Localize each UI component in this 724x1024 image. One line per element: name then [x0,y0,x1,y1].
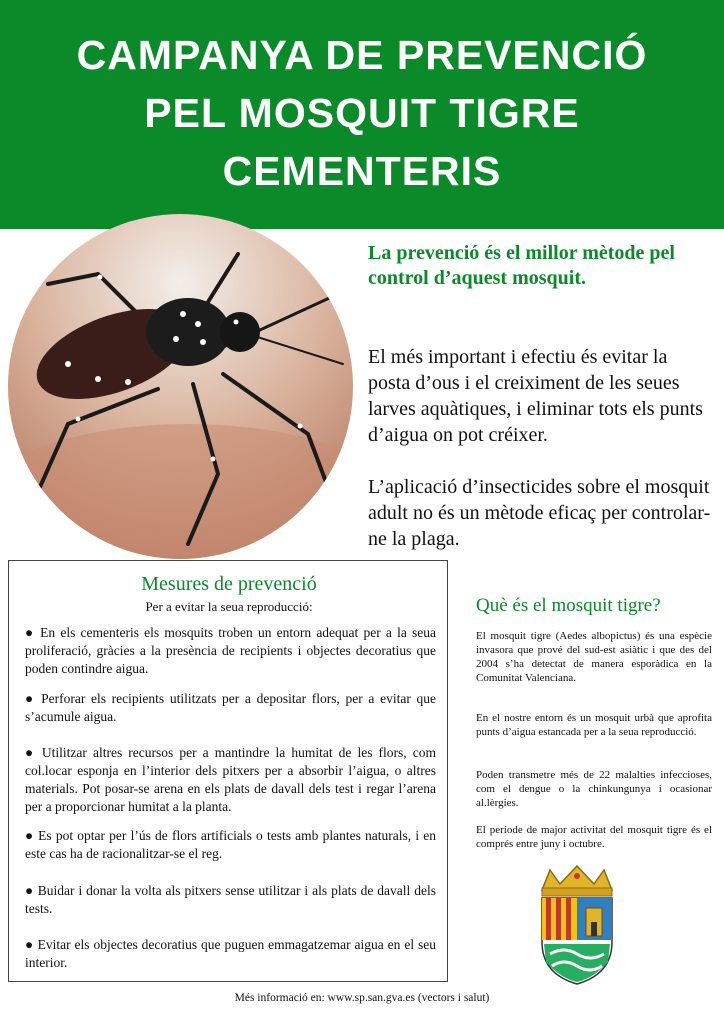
mosquito-illustration [8,214,353,559]
info-paragraph: El període de major activitat del mosquit tigre és el comprés entre juny i octubre. [476,824,712,850]
measure-item: ● Utilitzar altres recursos per a mantindre la humitat de les flors, com col.locar esponja en l’interior dels pitxers per a absorbir l’aigua, o altres materials. Pot posar-se arena en els plats de davall dels test i regar l’arena per a proporcionar humitat a la planta. [25,745,436,814]
mosquito-photo [8,214,353,559]
title-line-1: CAMPANYA DE PREVENCIÓ [76,32,648,78]
info-paragraph: El mosquit tigre (Aedes albopictus) és una espècie invasora que prové del sud-est asiàtic i que des del 2004 s’ha detectat de manera esporàdica en la Comunitat Valenciana. [476,630,712,684]
municipal-coat-of-arms [534,862,620,986]
footer-info: Més informació en: www.sp.san.gva.es (vectors i salut) [234,992,490,1004]
coat-of-arms-icon [534,862,620,986]
title-line-2: PEL MOSQUIT TIGRE [144,90,580,136]
info-title: Què és el mosquit tigre? [476,595,661,616]
measure-item: ● Es pot optar per l’ús de flors artificials o tests amb plantes naturals, i en este cas ha de racionalitzar-se el reg. [25,828,436,861]
measures-title: Mesures de prevenció [141,573,317,595]
title-line-3: CEMENTERIS [222,148,502,194]
intro-paragraph-2: L’aplicació d’insecticides sobre el mosquit adult no és un mètode eficaç per controlar-ne la plaga. [368,476,711,550]
intro-lead: La prevenció és el millor mètode pel control d’aquest mosquit. [368,242,675,289]
measure-item: ● Evitar els objectes decoratius que puguen emmagatzemar aigua en el seu interior. [25,937,436,970]
info-paragraph: En el nostre entorn és un mosquit urbà que aprofita punts d’aigua estancada per a la seua reproducció. [476,712,712,738]
measure-item: ● Buidar i donar la volta als pitxers sense utilitzar i als plats de davall dels tests. [25,883,436,916]
measures-subtitle: Per a evitar la seua reproducció: [145,599,313,614]
prevention-measures-box [8,560,448,982]
measure-item: ● En els cementeris els mosquits troben un entorn adequat per a la seua proliferació, gràcies a la presència de recipients i objectes decoratius que poden contindre aigua. [25,625,436,676]
intro-paragraph-1: El més important i efectiu és evitar la posta d’ous i el creiximent de les seues larves aquàtiques, i eliminar tots els punts d’aigua on pot créixer. [368,346,703,446]
measure-item: ● Perforar els recipients utilitzats per a depositar flors, per a evitar que s’acumule aigua. [25,691,436,724]
header-banner [0,0,724,229]
info-paragraph: Poden transmetre més de 22 malalties infeccioses, com el dengue o la chinkungunya i ocasionar al.lèrgies. [476,769,712,809]
